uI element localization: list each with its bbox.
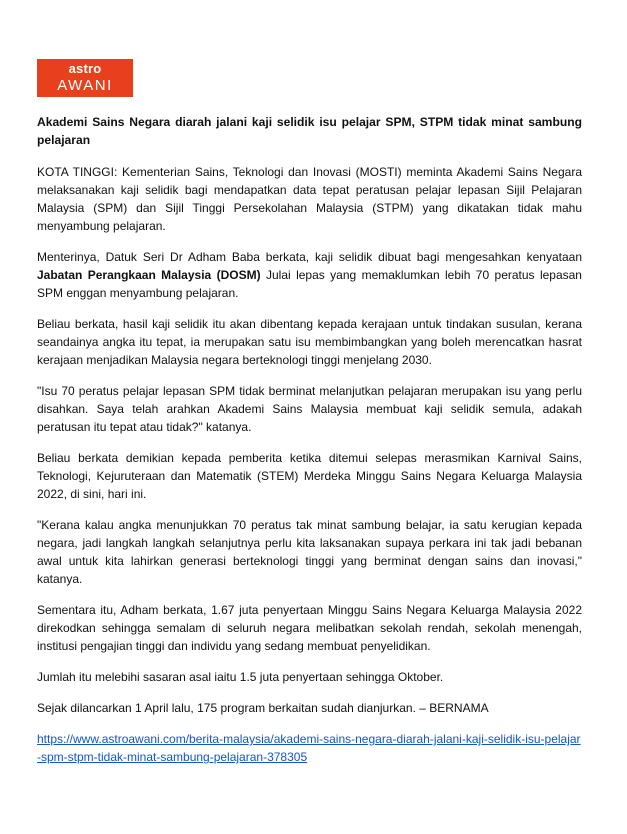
paragraph-2-after: Julai lepas yang memaklumkan lebih 70 peratus lepasan SPM enggan menyambung pelajaran. <box>37 268 582 300</box>
logo-line-astro: astro <box>68 61 102 76</box>
paragraph-2 <box>37 248 582 302</box>
paragraph-5: Beliau berkata demikian kepada pemberita ketika ditemui selepas merasmikan Karnival Sains, Teknologi, Kejuruteraan dan Matematik (STEM) Merdeka Minggu Sains Negara Keluarga Malaysia 2022, di sini, hari ini. <box>37 451 582 501</box>
paragraph-7: Sementara itu, Adham berkata, 1.67 juta penyertaan Minggu Sains Negara Keluarga Malaysia 2022 direkodkan sehingga semalam di seluruh negara melibatkan sekolah rendah, sekolah menengah, institusi pengajian tinggi dan individu yang sedang membuat penyelidikan. <box>37 603 582 653</box>
article-body <box>37 163 582 779</box>
paragraph-3: Beliau berkata, hasil kaji selidik itu akan dibentang kepada kerajaan untuk tindakan susulan, kerana seandainya angka itu tepat, ia merupakan satu isu membimbangkan yang boleh merencatkan hasrat kerajaan menjadikan Malaysia negara berteknologi tinggi menjelang 2030. <box>37 317 582 367</box>
paragraph-8: Jumlah itu melebihi sasaran asal iaitu 1.5 juta penyertaan sehingga Oktober. <box>37 670 444 684</box>
source-link[interactable]: https://www.astroawani.com/berita-malaysia/akademi-sains-negara-diarah-jalani-kaji-selidik-isu-pelajar-spm-stpm-tidak-minat-sambung-pelajaran-378305 <box>37 732 581 764</box>
astro-awani-logo <box>37 59 133 97</box>
logo-line-awani: AWANI <box>57 77 113 94</box>
dosm-bold-text: Jabatan Perangkaan Malaysia (DOSM) <box>37 268 261 282</box>
source-link-paragraph <box>37 730 582 766</box>
paragraph-4: "Isu 70 peratus pelajar lepasan SPM tidak berminat melanjutkan pelajaran merupakan isu yang perlu disahkan. Saya telah arahkan Akademi Sains Malaysia membuat kaji selidik semula, adakah peratusan itu tepat atau tidak?" katanya. <box>37 384 582 434</box>
paragraph-9: Sejak dilancarkan 1 April lalu, 175 program berkaitan sudah dianjurkan. – BERNAMA <box>37 701 489 715</box>
paragraph-2-before: Menterinya, Datuk Seri Dr Adham Baba berkata, kaji selidik dibuat bagi mengesahkan kenyataan <box>37 250 582 264</box>
paragraph-1: KOTA TINGGI: Kementerian Sains, Teknologi dan Inovasi (MOSTI) meminta Akademi Sains Negara melaksanakan kaji selidik bagi mendapatkan data tepat peratusan pelajar lepasan Sijil Pelajaran Malaysia (SPM) dan Sijil Tinggi Persekolahan Malaysia (STPM) yang dikatakan tidak mahu menyambung pelajaran. <box>37 165 582 233</box>
article-title: Akademi Sains Negara diarah jalani kaji selidik isu pelajar SPM, STPM tidak minat sambung pelajaran <box>37 115 582 147</box>
paragraph-6: "Kerana kalau angka menunjukkan 70 peratus tak minat sambung belajar, ia satu kerugian kepada negara, jadi langkah langkah selanjutnya perlu kita laksanakan supaya perkara ini tak jadi bebanan awal untuk kita lahirkan generasi berteknologi tinggi yang berminat dengan sains dan inovasi," katanya. <box>37 518 582 586</box>
